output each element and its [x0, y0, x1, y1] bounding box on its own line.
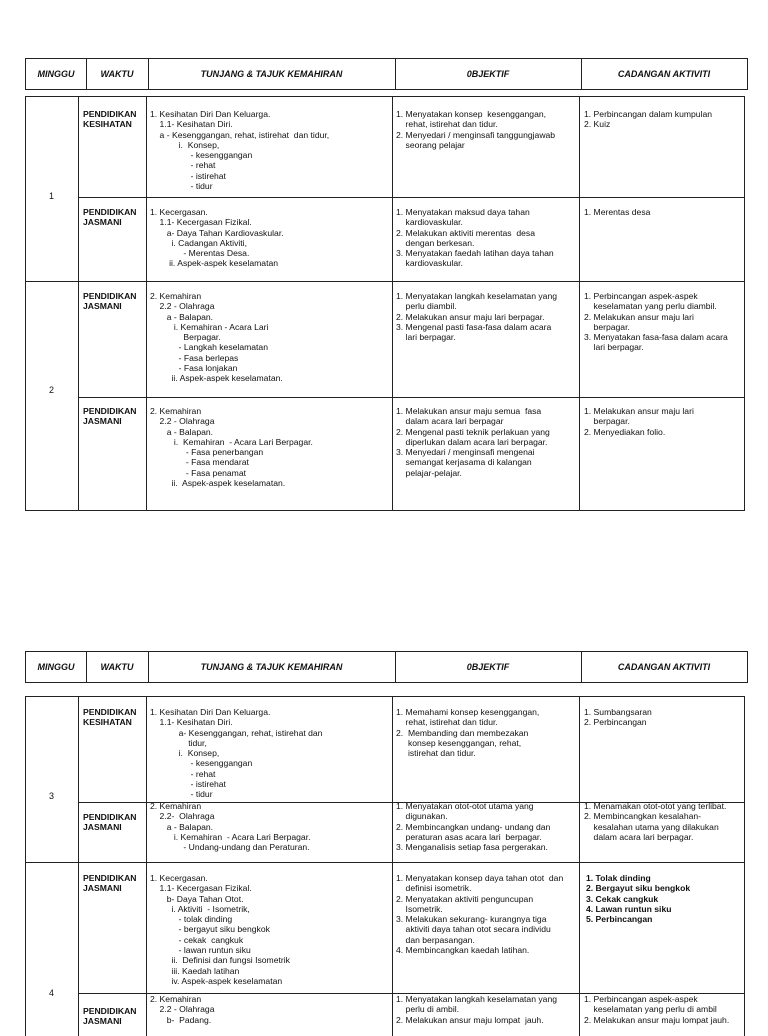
activity-cell: 1. Menamakan otot-otot yang terlibat. 2. Membincangkan kesalahan- kesalahan utama yang dilakukan dalam acara lari berpagar.	[584, 801, 727, 842]
week-number: 3	[49, 791, 55, 801]
subject-cell: PENDIDIKAN JASMANI	[83, 812, 137, 833]
header-cadangan: CADANGAN AKTIVITI	[617, 69, 711, 79]
header-objektif: 0BJEKTIF	[466, 662, 510, 672]
skill-cell: 1. Kesihatan Diri Dan Keluarga. 1.1- Kesihatan Diri. a - Kesenggangan, rehat, istirehat dan tidur, i. Konsep, - kesenggangan - rehat - istirehat - tidur	[150, 109, 330, 192]
objective-cell: 1. Menyatakan otot-otot utama yang digunakan. 2. Membincangkan undang- undang dan peraturan asas acara lari berpagar. 3. Menganalisis setiap fasa pergerakan.	[396, 801, 551, 853]
header-cadangan: CADANGAN AKTIVITI	[617, 662, 711, 672]
skill-cell: 1. Kesihatan Diri Dan Keluarga. 1.1- Kesihatan Diri. a- Kesenggangan, rehat, istirehat dan tidur, i. Konsep, - kesenggangan - rehat - istirehat - tidur	[150, 707, 323, 800]
header-objektif: 0BJEKTIF	[466, 69, 510, 79]
header-minggu: MINGGU	[37, 662, 75, 672]
activity-cell: 1. Sumbangsaran 2. Perbincangan	[584, 707, 652, 728]
header-tunjang: TUNJANG & TAJUK KEMAHIRAN	[200, 69, 343, 79]
header-tunjang: TUNJANG & TAJUK KEMAHIRAN	[200, 662, 343, 672]
skill-cell: 1. Kecergasan. 1.1- Kecergasan Fizikal. b- Daya Tahan Otot. i. Aktiviti - Isometrik, - tolak dinding - bergayut siku bengkok - cekak cangkuk - lawan runtun siku ii. Definisi dan fungsi Isometrik iii. Kaedah latihan iv. Aspek-aspek keselamatan	[150, 873, 290, 986]
subject-cell: PENDIDIKAN JASMANI	[83, 207, 137, 228]
activity-cell: 1. Perbincangan dalam kumpulan 2. Kuiz	[584, 109, 713, 130]
subject-cell: PENDIDIKAN KESIHATAN	[83, 707, 137, 728]
table-header-1	[25, 58, 748, 90]
objective-cell: 1. Menyatakan langkah keselamatan yang perlu diambil. 2. Melakukan ansur maju lari berpagar. 3. Mengenal pasti fasa-fasa dalam acara lari berpagar.	[396, 291, 557, 343]
activity-cell: 1. Perbincangan aspek-aspek keselamatan yang perlu di ambil 2. Melakukan ansur maju lompat jauh.	[584, 994, 730, 1025]
objective-cell: 1. Menyatakan langkah keselamatan yang perlu di ambil. 2. Melakukan ansur maju lompat jauh.	[396, 994, 557, 1025]
header-minggu: MINGGU	[37, 69, 75, 79]
skill-cell: 2. Kemahiran 2.2 - Olahraga a - Balapan. i. Kemahiran - Acara Lari Berpagar. - Fasa penerbangan - Fasa mendarat - Fasa penamat ii. Aspek-aspek keselamatan.	[150, 406, 313, 489]
week-number: 2	[49, 385, 55, 395]
header-waktu: WAKTU	[100, 662, 134, 672]
activity-cell: 1. Merentas desa	[584, 207, 651, 217]
activity-cell: 1. Perbincangan aspek-aspek keselamatan yang perlu diambil. 2. Melakukan ansur maju lari berpagar. 3. Menyatakan fasa-fasa dalam acara lari berpagar.	[584, 291, 728, 353]
objective-cell: 1. Melakukan ansur maju semua fasa dalam acara lari berpagar 2. Mengenal pasti teknik perlakuan yang diperlukan dalam acara lari berpagar. 3. Menyedari / menginsafi mengenai semangat kerjasama di kalangan pelajar-pelajar.	[396, 406, 550, 478]
objective-cell: 1. Memahami konsep kesenggangan, rehat, istirehat dan tidur. 2. Membanding dan membezakan konsep kesenggangan, rehat, istirehat dan tidur.	[396, 707, 540, 759]
subject-cell: PENDIDIKAN JASMANI	[83, 406, 137, 427]
table-body-2	[25, 696, 745, 1036]
subject-cell: PENDIDIKAN JASMANI	[83, 873, 137, 894]
skill-cell: 2. Kemahiran 2.2 - Olahraga a - Balapan. i. Kemahiran - Acara Lari Berpagar. - Langkah keselamatan - Fasa berlepas - Fasa lonjakan ii. Aspek-aspek keselamatan.	[150, 291, 283, 384]
activity-cell: 1. Melakukan ansur maju lari berpagar. 2. Menyediakan folio.	[584, 406, 694, 437]
activity-cell: 1. Tolak dinding 2. Bergayut siku bengkok 3. Cekak cangkuk 4. Lawan runtun siku 5. Perbincangan	[586, 873, 691, 925]
objective-cell: 1. Menyatakan konsep kesenggangan, rehat, istirehat dan tidur. 2. Menyedari / menginsafi tanggungjawab seorang pelajar	[396, 109, 556, 150]
objective-cell: 1. Menyatakan maksud daya tahan kardiovaskular. 2. Melakukan aktiviti merentas desa dengan berkesan. 3. Menyatakan faedah latihan daya tahan kardiovaskular.	[396, 207, 554, 269]
objective-cell: 1. Menyatakan konsep daya tahan otot dan definisi isometrik. 2. Menyatakan aktiviti penguncupan Isometrik. 3. Melakukan sekurang- kurangnya tiga aktiviti daya tahan otot secara individu dan berpasangan. 4. Membincangkan kaedah latihan.	[396, 873, 564, 956]
skill-cell: 1. Kecergasan. 1.1- Kecergasan Fizikal. a- Daya Tahan Kardiovaskular. i. Cadangan Aktiviti, - Merentas Desa. ii. Aspek-aspek keselamatan	[150, 207, 284, 269]
header-waktu: WAKTU	[100, 69, 134, 79]
week-number: 4	[49, 988, 55, 998]
subject-cell: PENDIDIKAN JASMANI	[83, 291, 137, 312]
subject-cell: PENDIDIKAN JASMANI	[83, 1006, 137, 1027]
week-number: 1	[49, 191, 55, 201]
skill-cell: 2. Kemahiran 2.2 - Olahraga b- Padang.	[150, 994, 215, 1025]
subject-cell: PENDIDIKAN KESIHATAN	[83, 109, 137, 130]
table-header-2	[25, 651, 748, 683]
skill-cell: 2. Kemahiran 2.2- Olahraga a - Balapan. i. Kemahiran - Acara Lari Berpagar. - Undang-undang dan Peraturan.	[150, 801, 311, 853]
table-body-1	[25, 96, 745, 511]
